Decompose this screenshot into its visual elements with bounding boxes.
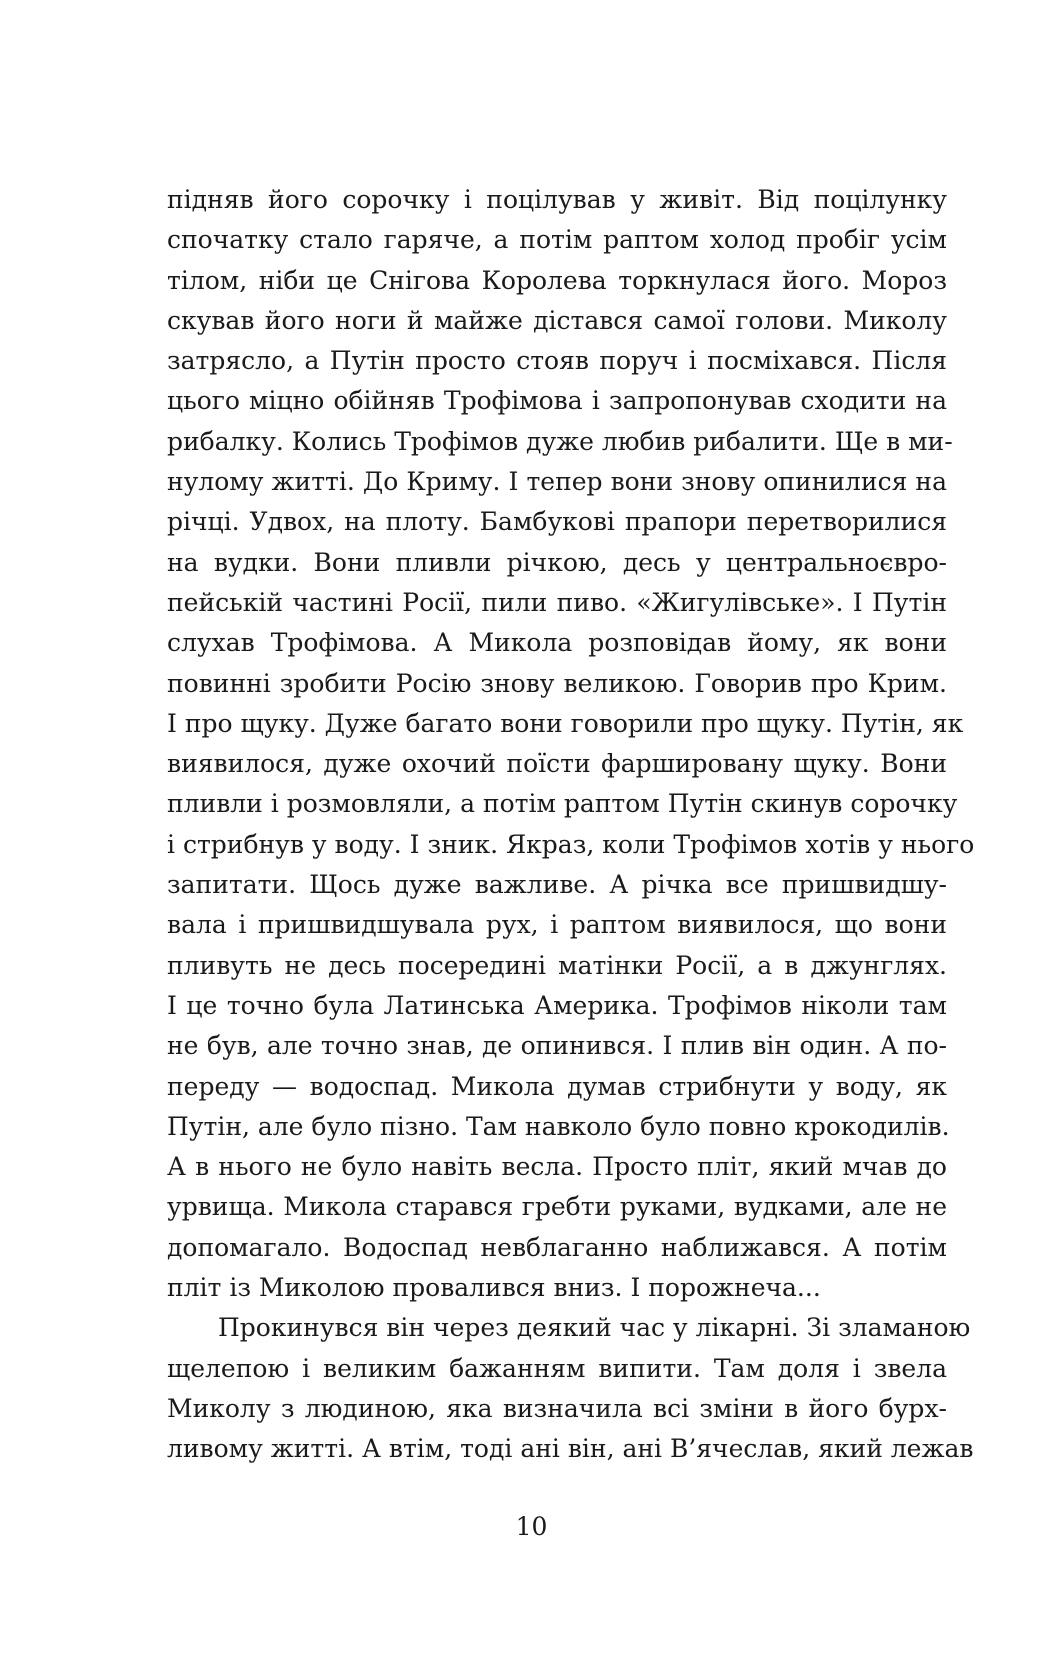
text-line: переду — водоспад. Микола думав стрибнути у воду, як xyxy=(167,1071,947,1101)
text-line: Прокинувся він через деякий час у лікарні. Зі зламаною xyxy=(218,1313,971,1343)
text-line: ливому житті. А втім, тоді ані він, ані В’ячеслав, який лежав xyxy=(167,1434,974,1464)
text-line: скував його ноги й майже дістався самої голови. Миколу xyxy=(167,305,947,335)
text-line: запитати. Щось дуже важливе. А річка все пришвидшу- xyxy=(167,870,947,900)
text-line: річці. Удвох, на плоту. Бамбукові прапори перетворилися xyxy=(167,507,947,537)
text-line: щелепою і великим бажанням випити. Там доля і звела xyxy=(167,1353,947,1383)
text-line: цього міцно обійняв Трофімова і запропонував сходити на xyxy=(167,386,947,416)
text-line: тілом, ніби це Снігова Королева торкнулася його. Мороз xyxy=(167,265,947,295)
text-line: спочатку стало гаряче, а потім раптом холод пробіг усім xyxy=(167,225,947,255)
text-line: затрясло, а Путін просто стояв поруч і посміхався. Після xyxy=(167,346,947,376)
text-line: А в нього не було навіть весла. Просто пліт, який мчав до xyxy=(167,1152,947,1182)
text-line: пейській частині Росії, пили пиво. «Жигулівське». І Путін xyxy=(167,587,947,617)
text-line: Миколу з людиною, яка визначила всі зміни в його бурх- xyxy=(167,1393,947,1423)
text-line: слухав Трофімова. А Микола розповідав йому, як вони xyxy=(167,628,947,658)
text-line: рибалку. Колись Трофімов дуже любив рибалити. Ще в ми- xyxy=(167,426,953,456)
text-line: І це точно була Латинська Америка. Трофімов ніколи там xyxy=(167,990,947,1020)
text-line: не був, але точно знав, де опинився. І плив він один. А по- xyxy=(167,1031,947,1061)
text-line: вала і пришвидшувала рух, і раптом виявилося, що вони xyxy=(167,910,947,940)
paragraph xyxy=(167,1308,974,1469)
text-line: на вудки. Вони пливли річкою, десь у центральноєвро- xyxy=(167,547,947,577)
text-line: пливли і розмовляли, а потім раптом Путін скинув сорочку xyxy=(167,789,958,819)
paragraph xyxy=(167,180,975,1308)
text-line: допомагало. Водоспад невблаганно наближався. А потім xyxy=(167,1232,947,1262)
text-line: і стрибнув у воду. І зник. Якраз, коли Трофімов хотів у нього xyxy=(167,829,975,859)
text-line: підняв його сорочку і поцілував у живіт. Від поцілунку xyxy=(167,185,947,214)
text-line: Путін, але було пізно. Там навколо було повно крокодилів. xyxy=(167,1111,950,1141)
text-line: нулому житті. До Криму. І тепер вони знову опинилися на xyxy=(167,467,947,497)
text-line: І про щуку. Дуже багато вони говорили про щуку. Путін, як xyxy=(167,708,964,738)
page-number: 10 xyxy=(515,1512,548,1541)
text-line: урвища. Микола старався гребти руками, вудками, але не xyxy=(167,1192,947,1222)
text-line: повинні зробити Росію знову великою. Говорив про Крим. xyxy=(167,668,947,698)
text-line: пліт із Миколою провалився вниз. І порожнеча... xyxy=(167,1273,821,1303)
body-text xyxy=(167,180,975,1470)
text-line: виявилося, дуже охочий поїсти фаршировану щуку. Вони xyxy=(167,749,947,779)
text-line: пливуть не десь посередині матінки Росії, а в джунглях. xyxy=(167,950,947,980)
